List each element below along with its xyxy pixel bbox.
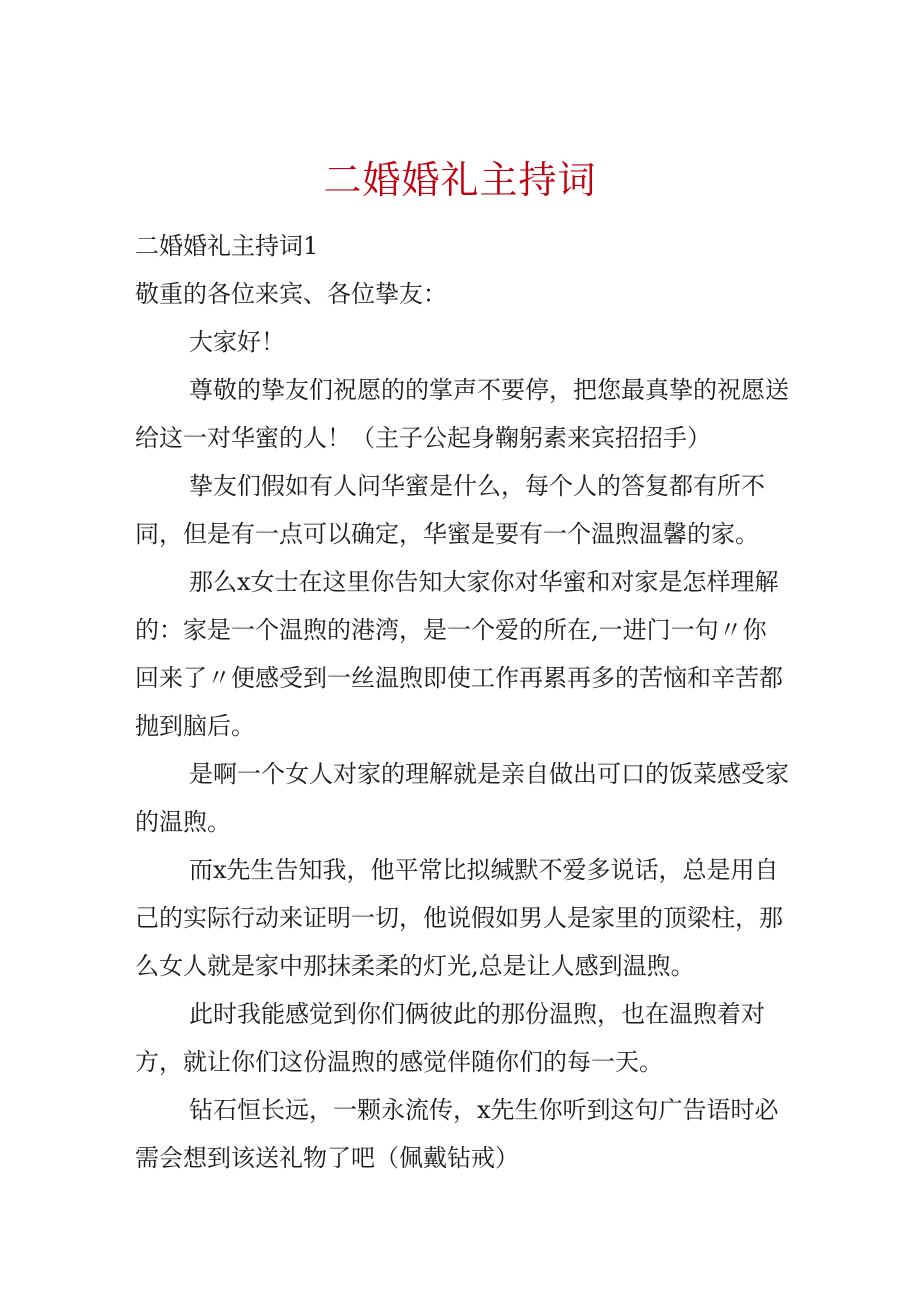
salutation: 敬重的各位来宾、各位挚友：: [135, 280, 447, 308]
paragraph: 挚友们假如有人问华蜜是什么，每个人的答复都有所不同，但是有一点可以确定，华蜜是要有一个温煦温馨的家。: [135, 472, 765, 548]
paragraph-greeting: 大家好！: [189, 328, 285, 356]
paragraph: 尊敬的挚友们祝愿的的掌声不要停，把您最真挚的祝愿送给这一对华蜜的人！（主子公起身鞠躬素来宾招招手）: [135, 376, 789, 452]
paragraph: 此时我能感觉到你们俩彼此的那份温煦，也在温煦着对方，就让你们这份温煦的感觉伴随你们的每一天。: [135, 1000, 765, 1076]
paragraph: 而x先生告知我，他平常比拟缄默不爱多说话，总是用自己的实际行动来证明一切，他说假如男人是家里的顶梁柱，那么女人就是家中那抹柔柔的灯光,总是让人感到温煦。: [135, 856, 783, 980]
section-heading: 二婚婚礼主持词1: [135, 232, 319, 260]
paragraph: 钻石恒长远，一颗永流传，x先生你听到这句广告语时必需会想到该送礼物了吧（佩戴钻戒）: [135, 1096, 779, 1172]
paragraph: 那么x女士在这里你告知大家你对华蜜和对家是怎样理解的：家是一个温煦的港湾，是一个爱的所在,一进门一句〃你回来了〃便感受到一丝温煦即使工作再累再多的苦恼和辛苦都抛到脑后。: [135, 568, 783, 740]
document-body: [135, 222, 790, 1182]
paragraph: 是啊一个女人对家的理解就是亲自做出可口的饭菜感受家的温煦。: [135, 760, 789, 836]
document-title: 二婚婚礼主持词: [323, 158, 597, 202]
